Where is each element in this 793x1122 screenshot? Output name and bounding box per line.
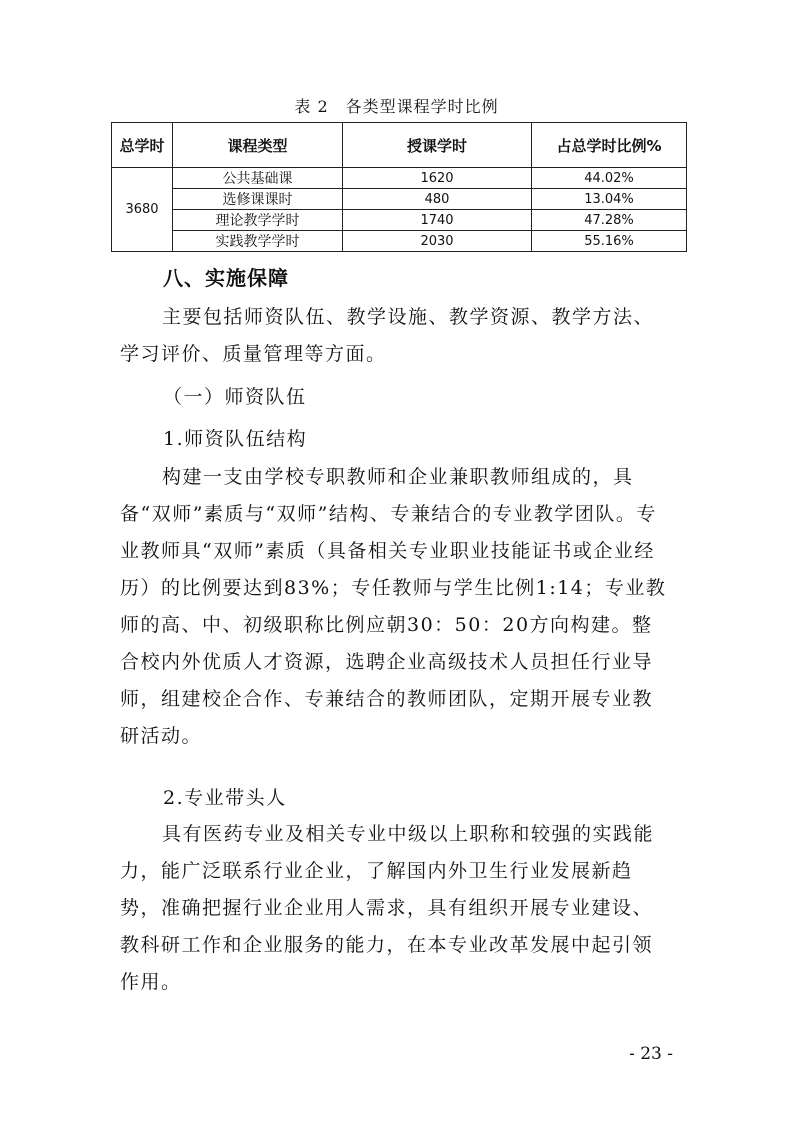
course-type-cell: 理论教学学时 bbox=[173, 210, 343, 231]
table-row bbox=[112, 189, 687, 210]
ratio-cell: 13.04% bbox=[532, 189, 687, 210]
ratio-cell: 47.28% bbox=[532, 210, 687, 231]
table-caption: 表 2 各类型课程学时比例 bbox=[294, 97, 499, 116]
header-course-type: 课程类型 bbox=[173, 123, 343, 168]
course-type-cell: 公共基础课 bbox=[173, 168, 343, 189]
total-hours-cell: 3680 bbox=[112, 168, 173, 252]
hours-cell: 1740 bbox=[343, 210, 532, 231]
item1-title: 1.师资队伍结构 bbox=[163, 428, 308, 450]
header-ratio: 占总学时比例% bbox=[532, 123, 687, 168]
course-type-cell: 选修课课时 bbox=[173, 189, 343, 210]
header-teaching-hours: 授课学时 bbox=[343, 123, 532, 168]
hours-cell: 2030 bbox=[343, 231, 532, 252]
item2-title: 2.专业带头人 bbox=[163, 787, 287, 809]
page-number: - 23 - bbox=[629, 1044, 673, 1064]
section-heading: 八、实施保障 bbox=[163, 266, 289, 290]
hours-cell: 1620 bbox=[343, 168, 532, 189]
item2-paragraph: 具有医药专业及相关专业中级以上职称和较强的实践能力，能广泛联系行业企业，了解国内外卫生行业发展新趋势，准确把握行业企业用人需求，具有组织开展专业建设、教科研工作和企业服务的能力，在本专业改革发展中起引领作用。 bbox=[120, 823, 655, 993]
ratio-cell: 44.02% bbox=[532, 168, 687, 189]
section-intro: 主要包括师资队伍、教学设施、教学资源、教学方法、学习评价、质量管理等方面。 bbox=[120, 306, 655, 365]
course-hours-table bbox=[111, 122, 687, 252]
header-total-hours: 总学时 bbox=[112, 123, 173, 168]
item1-paragraph: 构建一支由学校专职教师和企业兼职教师组成的，具备“双师”素质与“双师”结构、专兼结合的专业教学团队。专业教师具“双师”素质（具备相关专业职业技能证书或企业经历）的比例要达到83%；专任教师与学生比例1:14；专业教师的高、中、初级职称比例应朝30：50：20方向构建。整合校内外优质人才资源，选聘企业高级技术人员担任行业导师，组建校企合作、专兼结合的教师团队，定期开展专业教研活动。 bbox=[120, 466, 667, 747]
course-type-cell: 实践教学学时 bbox=[173, 231, 343, 252]
table-header-row bbox=[112, 123, 687, 168]
table-row bbox=[112, 231, 687, 252]
table-row bbox=[112, 168, 687, 189]
hours-cell: 480 bbox=[343, 189, 532, 210]
table-row bbox=[112, 210, 687, 231]
sub-heading: （一）师资队伍 bbox=[163, 386, 307, 408]
ratio-cell: 55.16% bbox=[532, 231, 687, 252]
